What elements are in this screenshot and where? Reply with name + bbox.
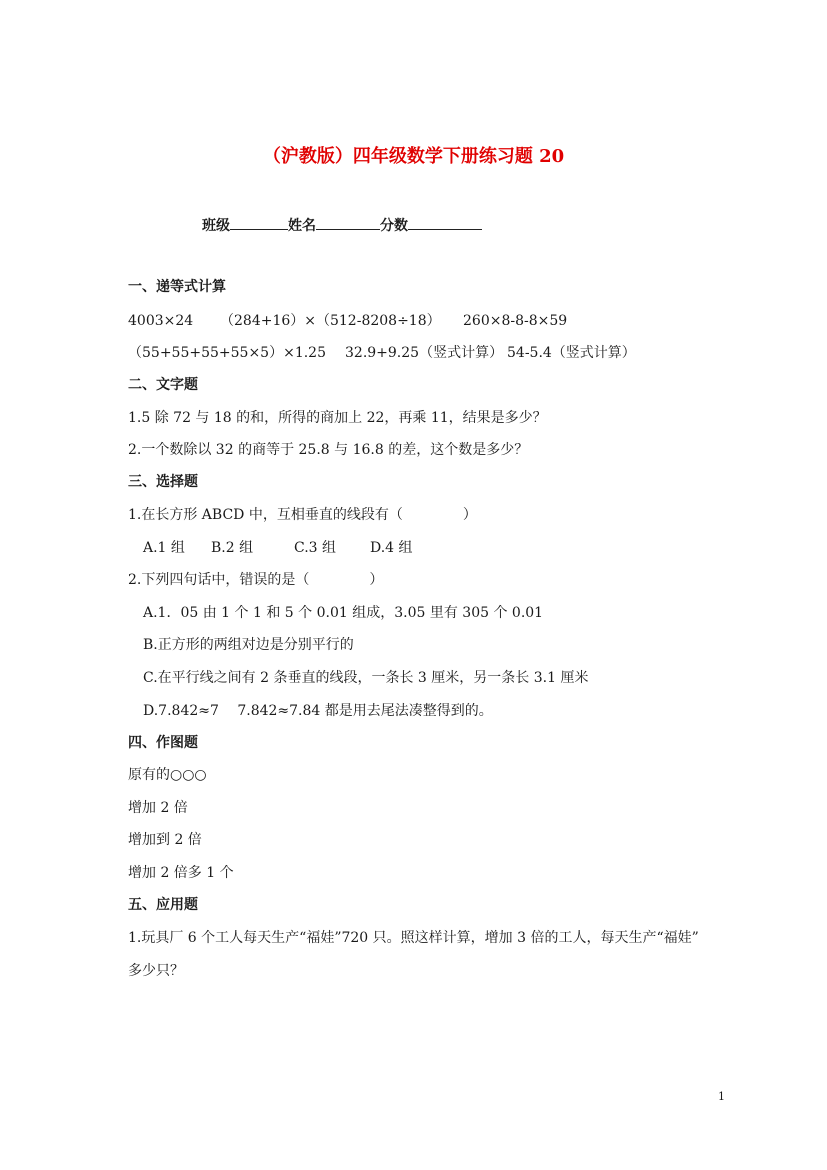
section-1-heading: 一、递等式计算 — [128, 279, 226, 295]
choice-1-option-a: A.1 组 — [143, 540, 185, 556]
word-problem-2: 2.一个数除以 32 的商等于 25.8 与 16.8 的差，这个数是多少？ — [128, 442, 529, 458]
choice-question-1-text: 1.在长方形 ABCD 中，互相垂直的线段有（ — [128, 507, 403, 523]
choice-1-option-b: B.2 组 — [211, 540, 254, 556]
name-blank — [316, 215, 380, 230]
drawing-original: 原有的○○○ — [128, 767, 207, 783]
section-5-heading: 五、应用题 — [128, 897, 198, 913]
choice-question-2 — [128, 570, 383, 590]
choice-2-option-a: A.1．05 由 1 个 1 和 5 个 0.01 组成，3.05 里有 305 个 0.01 — [143, 605, 544, 621]
page-title: （沪教版）四年级数学下册练习题 20 — [262, 146, 565, 167]
section-2-heading: 二、文字题 — [128, 377, 198, 393]
student-info-row — [202, 215, 482, 236]
choice-1-option-d: D.4 组 — [370, 540, 413, 556]
drawing-increase-to-2x: 增加到 2 倍 — [128, 832, 202, 848]
choice-question-1-close: ） — [462, 507, 477, 523]
calc-2: （284+16）×（512-8208÷18） — [220, 313, 441, 329]
calc-4: （55+55+55+55×5）×1.25 — [128, 345, 326, 361]
calc-3: 260×8-8-8×59 — [463, 313, 568, 329]
name-label: 姓名 — [288, 218, 316, 234]
application-problem-1-line-2: 多少只？ — [128, 963, 184, 979]
choice-question-2-text: 2.下列四句话中，错误的是（ — [128, 572, 310, 588]
class-label: 班级 — [202, 218, 230, 234]
section-4-heading: 四、作图题 — [128, 735, 198, 751]
choice-2-option-d: D.7.842≈7 7.842≈7.84 都是用去尾法凑整得到的。 — [143, 703, 493, 719]
calc-5: 32.9+9.25（竖式计算） — [345, 345, 504, 361]
choice-question-1 — [128, 505, 477, 525]
application-problem-1-line-1: 1.玩具厂 6 个工人每天生产“福娃”720 只。照这样计算，增加 3 倍的工人，每天生产“福娃” — [128, 930, 699, 946]
section-3-heading: 三、选择题 — [128, 474, 198, 490]
drawing-increase-2x-plus-1: 增加 2 倍多 1 个 — [128, 865, 234, 881]
drawing-increase-by-2x: 增加 2 倍 — [128, 800, 188, 816]
choice-question-2-close: ） — [369, 572, 384, 588]
page-number: 1 — [718, 1090, 725, 1103]
choice-2-option-c: C.在平行线之间有 2 条垂直的线段，一条长 3 厘米，另一条长 3.1 厘米 — [143, 670, 589, 686]
score-label: 分数 — [380, 218, 408, 234]
score-blank — [408, 215, 482, 230]
choice-1-option-c: C.3 组 — [294, 540, 337, 556]
class-blank — [230, 215, 288, 230]
calc-1: 4003×24 — [128, 313, 194, 329]
calc-6: 54-5.4（竖式计算） — [507, 345, 636, 361]
choice-2-option-b: B.正方形的两组对边是分别平行的 — [143, 637, 354, 653]
word-problem-1: 1.5 除 72 与 18 的和，所得的商加上 22，再乘 11，结果是多少？ — [128, 410, 547, 426]
